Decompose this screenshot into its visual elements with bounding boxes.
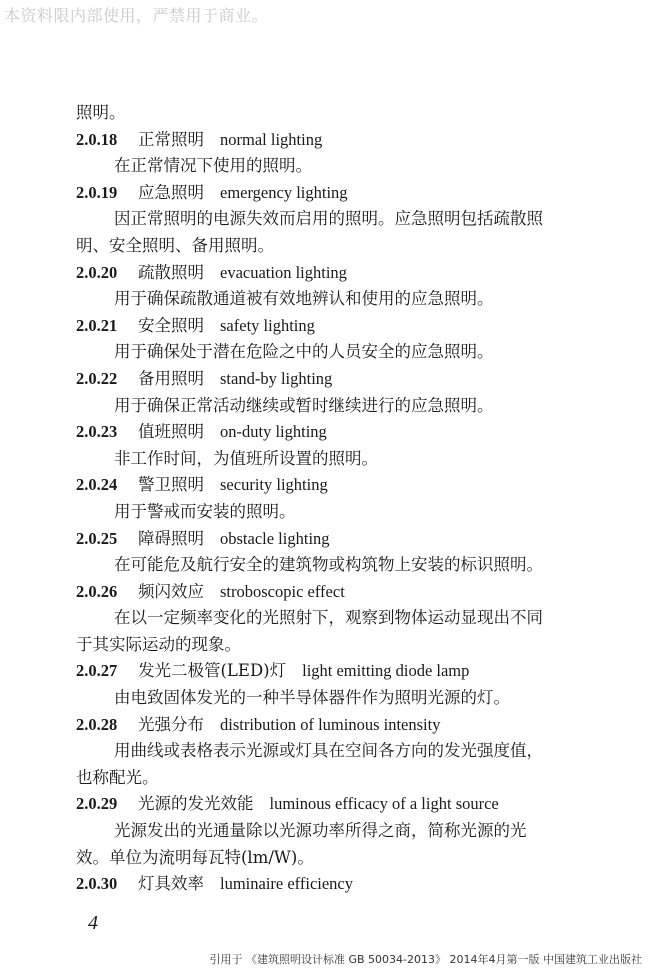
term-english: safety lighting: [220, 315, 315, 335]
term-definition: 效。单位为流明每瓦特(lm/W)。: [76, 847, 314, 867]
lead-text: 照明。: [76, 103, 126, 122]
term-definition: 用于确保处于潜在危险之中的人员安全的应急照明。: [114, 342, 494, 362]
term-chinese: 安全照明: [138, 315, 204, 335]
term-definition: 明、安全照明、备用照明。: [76, 235, 274, 255]
term-chinese: 光源的发光效能: [138, 794, 254, 814]
term-definition: 光源发出的光通量除以光源功率所得之商，简称光源的光: [114, 821, 527, 841]
term-entry: [76, 871, 616, 898]
term-definition: 用于确保疏散通道被有效地辨认和使用的应急照明。: [114, 289, 494, 309]
term-english: light emitting diode lamp: [302, 661, 470, 681]
term-chinese: 值班照明: [138, 422, 204, 442]
term-chinese: 障碍照明: [138, 528, 204, 548]
term-definition: 于其实际运动的现象。: [76, 634, 241, 654]
term-number: 2.0.23: [76, 422, 118, 442]
term-number: 2.0.28: [76, 714, 118, 734]
term-english: security lighting: [220, 475, 328, 495]
document-body: [76, 100, 616, 898]
term-english: luminaire efficiency: [220, 874, 354, 894]
term-chinese: 应急照明: [138, 182, 204, 202]
term-entry: [76, 260, 616, 287]
term-number: 2.0.22: [76, 368, 118, 388]
watermark: 本资料限内部使用，严禁用于商业。: [4, 6, 269, 25]
term-definition: 用于警戒而安装的照明。: [114, 501, 296, 521]
term-entry: [76, 127, 616, 154]
term-definition: 用曲线或表格表示光源或灯具在空间各方向的发光强度值，: [114, 741, 543, 761]
term-chinese: 发光二极管(LED)灯: [138, 661, 287, 681]
term-entry: [76, 180, 616, 207]
term-definition: 在正常情况下使用的照明。: [114, 156, 312, 176]
term-definition: 因正常照明的电源失效而启用的照明。应急照明包括疏散照: [114, 209, 543, 229]
term-chinese: 光强分布: [138, 714, 204, 734]
term-english: evacuation lighting: [220, 262, 347, 282]
term-number: 2.0.26: [76, 581, 118, 601]
term-english: obstacle lighting: [220, 528, 330, 548]
term-chinese: 频闪效应: [138, 581, 204, 601]
term-number: 2.0.30: [76, 874, 118, 894]
term-definition: 也称配光。: [76, 767, 159, 787]
term-chinese: 正常照明: [138, 129, 204, 149]
term-list: [76, 127, 616, 898]
term-english: emergency lighting: [220, 182, 348, 202]
term-definition: 由电致固体发光的一种半导体器件作为照明光源的灯。: [114, 688, 510, 708]
term-entry: [76, 791, 616, 818]
term-definition: 在可能危及航行安全的建筑物或构筑物上安装的标识照明。: [114, 555, 543, 575]
term-entry: [76, 366, 616, 393]
term-chinese: 疏散照明: [138, 262, 204, 282]
term-entry: [76, 472, 616, 499]
term-chinese: 灯具效率: [138, 874, 204, 894]
term-number: 2.0.20: [76, 262, 118, 282]
term-chinese: 警卫照明: [138, 475, 204, 495]
term-entry: [76, 712, 616, 739]
term-number: 2.0.21: [76, 315, 118, 335]
term-entry: [76, 658, 616, 685]
term-english: on-duty lighting: [220, 422, 327, 442]
term-definition: 在以一定频率变化的光照射下，观察到物体运动显现出不同: [114, 608, 543, 628]
term-number: 2.0.25: [76, 528, 118, 548]
term-number: 2.0.24: [76, 475, 118, 495]
term-entry: [76, 526, 616, 553]
term-definition: 用于确保正常活动继续或暂时继续进行的应急照明。: [114, 395, 494, 415]
term-definition: 非工作时间，为值班所设置的照明。: [114, 448, 378, 468]
term-english: luminous efficacy of a light source: [269, 794, 499, 814]
term-entry: [76, 419, 616, 446]
term-english: normal lighting: [220, 129, 323, 149]
term-english: stroboscopic effect: [220, 581, 345, 601]
term-chinese: 备用照明: [138, 368, 204, 388]
term-number: 2.0.27: [76, 661, 118, 681]
term-number: 2.0.29: [76, 794, 118, 814]
citation-footer: 引用于 《建筑照明设计标准 GB 50034-2013》 2014年4月第一版 中国建筑工业出版社: [209, 953, 642, 966]
term-entry: [76, 579, 616, 606]
term-entry: [76, 313, 616, 340]
term-english: distribution of luminous intensity: [220, 714, 441, 734]
page-number: 4: [88, 912, 98, 934]
term-number: 2.0.18: [76, 129, 118, 149]
term-english: stand-by lighting: [220, 368, 333, 388]
term-number: 2.0.19: [76, 182, 118, 202]
